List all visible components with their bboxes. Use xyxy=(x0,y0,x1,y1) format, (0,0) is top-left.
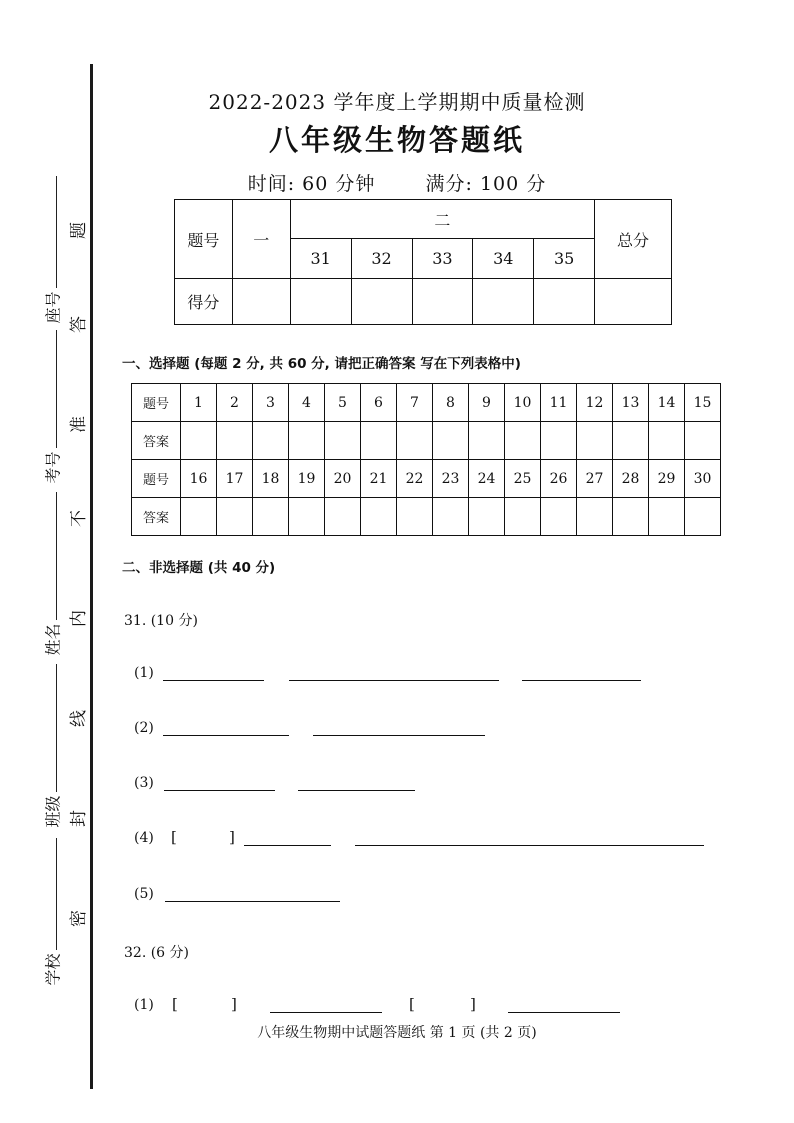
answer-blank[interactable] xyxy=(508,1012,620,1013)
question-number-cell: 7 xyxy=(397,384,433,422)
question-number-cell: 26 xyxy=(541,460,577,498)
q31-part-5-label: (5) xyxy=(134,886,154,902)
answer-cell[interactable] xyxy=(505,422,541,460)
q31-part-4-label: (4) xyxy=(134,830,154,846)
score-table-item: 34 xyxy=(473,239,534,279)
score-cell[interactable] xyxy=(290,279,351,325)
score-table-total-label: 总分 xyxy=(595,200,672,279)
q31-part-3-label: (3) xyxy=(134,775,154,791)
score-table-part-one: 一 xyxy=(232,200,290,279)
answer-cell[interactable] xyxy=(685,498,721,536)
exam-number-label: 考号 xyxy=(43,451,63,484)
question-number-cell: 28 xyxy=(613,460,649,498)
binding-margin-line xyxy=(90,64,93,1089)
answer-cell[interactable] xyxy=(577,422,613,460)
exam-number-blank xyxy=(56,330,57,448)
score-table-part-two: 二 xyxy=(290,200,594,239)
score-cell[interactable] xyxy=(595,279,672,325)
question-number-cell: 18 xyxy=(253,460,289,498)
score-cell[interactable] xyxy=(232,279,290,325)
margin-warning-char: 线 xyxy=(69,710,89,727)
margin-warning-char: 密 xyxy=(69,910,89,927)
exam-time-info xyxy=(0,169,794,196)
bracket-close: ] xyxy=(231,995,237,1013)
score-table-number-label: 题号 xyxy=(175,200,233,279)
answer-cell[interactable] xyxy=(217,498,253,536)
margin-warning-char: 答 xyxy=(69,316,89,333)
question-number-cell: 10 xyxy=(505,384,541,422)
name-label: 姓名 xyxy=(43,623,63,656)
question-number-cell: 19 xyxy=(289,460,325,498)
answer-cell[interactable] xyxy=(433,498,469,536)
score-table-score-label: 得分 xyxy=(175,279,233,325)
section2-heading: 二、非选择题 (共 40 分) xyxy=(122,560,276,576)
answer-grid-number-label: 题号 xyxy=(132,460,181,498)
answer-grid-answer-label: 答案 xyxy=(132,498,181,536)
question-31-label: 31. (10 分) xyxy=(124,613,198,629)
question-number-cell: 12 xyxy=(577,384,613,422)
answer-grid-answer-label: 答案 xyxy=(132,422,181,460)
question-number-cell: 5 xyxy=(325,384,361,422)
answer-cell[interactable] xyxy=(649,422,685,460)
answer-cell[interactable] xyxy=(181,498,217,536)
question-32-label: 32. (6 分) xyxy=(124,945,189,961)
answer-cell[interactable] xyxy=(469,498,505,536)
answer-cell[interactable] xyxy=(685,422,721,460)
score-cell[interactable] xyxy=(351,279,412,325)
answer-cell[interactable] xyxy=(613,498,649,536)
answer-cell[interactable] xyxy=(541,498,577,536)
answer-cell[interactable] xyxy=(325,422,361,460)
question-number-cell: 1 xyxy=(181,384,217,422)
q31-part-1-label: (1) xyxy=(134,665,154,681)
answer-blank[interactable] xyxy=(522,680,641,681)
question-number-cell: 16 xyxy=(181,460,217,498)
name-blank xyxy=(56,492,57,620)
answer-cell[interactable] xyxy=(253,498,289,536)
score-table xyxy=(174,199,672,325)
question-number-cell: 3 xyxy=(253,384,289,422)
score-table-item: 32 xyxy=(351,239,412,279)
question-number-cell: 20 xyxy=(325,460,361,498)
score-cell[interactable] xyxy=(534,279,595,325)
answer-blank[interactable] xyxy=(163,735,289,736)
answer-grid-number-label: 题号 xyxy=(132,384,181,422)
bracket-close: ] xyxy=(229,828,235,846)
section1-heading: 一、选择题 (每题 2 分, 共 60 分, 请把正确答案 写在下列表格中) xyxy=(122,356,521,372)
bracket-open: [ xyxy=(409,995,415,1013)
question-number-cell: 11 xyxy=(541,384,577,422)
bracket-open: [ xyxy=(172,995,178,1013)
answer-cell[interactable] xyxy=(469,422,505,460)
answer-cell[interactable] xyxy=(325,498,361,536)
answer-cell[interactable] xyxy=(541,422,577,460)
margin-warning-char: 准 xyxy=(69,416,89,433)
answer-blank[interactable] xyxy=(270,1012,382,1013)
answer-cell[interactable] xyxy=(433,422,469,460)
answer-blank[interactable] xyxy=(165,901,340,902)
answer-grid xyxy=(131,383,721,536)
answer-cell[interactable] xyxy=(505,498,541,536)
question-number-cell: 27 xyxy=(577,460,613,498)
answer-cell[interactable] xyxy=(361,498,397,536)
margin-warning-char: 内 xyxy=(69,610,89,627)
class-blank xyxy=(56,664,57,792)
exam-year-title: 2022-2023 学年度上学期期中质量检测 xyxy=(208,90,586,114)
question-number-cell: 8 xyxy=(433,384,469,422)
answer-cell[interactable] xyxy=(289,422,325,460)
bracket-close: ] xyxy=(470,995,476,1013)
answer-blank[interactable] xyxy=(164,790,275,791)
school-blank xyxy=(56,838,57,950)
score-table-item: 31 xyxy=(290,239,351,279)
question-number-cell: 25 xyxy=(505,460,541,498)
question-number-cell: 30 xyxy=(685,460,721,498)
answer-cell[interactable] xyxy=(361,422,397,460)
question-number-cell: 6 xyxy=(361,384,397,422)
answer-cell[interactable] xyxy=(253,422,289,460)
margin-warning-char: 封 xyxy=(69,810,89,827)
class-label: 班级 xyxy=(43,795,63,828)
answer-cell[interactable] xyxy=(397,422,433,460)
question-number-cell: 14 xyxy=(649,384,685,422)
answer-blank[interactable] xyxy=(298,790,415,791)
answer-cell[interactable] xyxy=(289,498,325,536)
q31-part-2-label: (2) xyxy=(134,720,154,736)
time-label: 时间: 60 分钟 xyxy=(247,173,376,195)
question-number-cell: 2 xyxy=(217,384,253,422)
margin-warning-char: 题 xyxy=(69,222,89,239)
score-cell[interactable] xyxy=(412,279,473,325)
answer-blank[interactable] xyxy=(289,680,499,681)
question-number-cell: 17 xyxy=(217,460,253,498)
question-number-cell: 22 xyxy=(397,460,433,498)
answer-blank[interactable] xyxy=(313,735,485,736)
answer-cell[interactable] xyxy=(613,422,649,460)
score-table-item: 33 xyxy=(412,239,473,279)
question-number-cell: 9 xyxy=(469,384,505,422)
answer-cell[interactable] xyxy=(217,422,253,460)
question-number-cell: 29 xyxy=(649,460,685,498)
question-number-cell: 21 xyxy=(361,460,397,498)
question-number-cell: 24 xyxy=(469,460,505,498)
score-cell[interactable] xyxy=(473,279,534,325)
margin-warning-char: 不 xyxy=(69,510,89,527)
school-label: 学校 xyxy=(43,953,63,986)
q32-part-1-label: (1) xyxy=(134,997,154,1013)
bracket-open: [ xyxy=(171,828,177,846)
answer-cell[interactable] xyxy=(397,498,433,536)
question-number-cell: 23 xyxy=(433,460,469,498)
question-number-cell: 15 xyxy=(685,384,721,422)
answer-blank[interactable] xyxy=(163,680,264,681)
score-table-item: 35 xyxy=(534,239,595,279)
seat-number-label: 座号 xyxy=(43,291,63,324)
answer-cell[interactable] xyxy=(181,422,217,460)
answer-cell[interactable] xyxy=(577,498,613,536)
question-number-cell: 4 xyxy=(289,384,325,422)
answer-blank[interactable] xyxy=(355,845,704,846)
question-number-cell: 13 xyxy=(613,384,649,422)
full-score-label: 满分: 100 分 xyxy=(425,173,547,195)
answer-blank[interactable] xyxy=(244,845,331,846)
page-title: 八年级生物答题纸 xyxy=(268,123,525,157)
page-footer: 八年级生物期中试题答题纸 第 1 页 (共 2 页) xyxy=(257,1025,537,1041)
answer-cell[interactable] xyxy=(649,498,685,536)
